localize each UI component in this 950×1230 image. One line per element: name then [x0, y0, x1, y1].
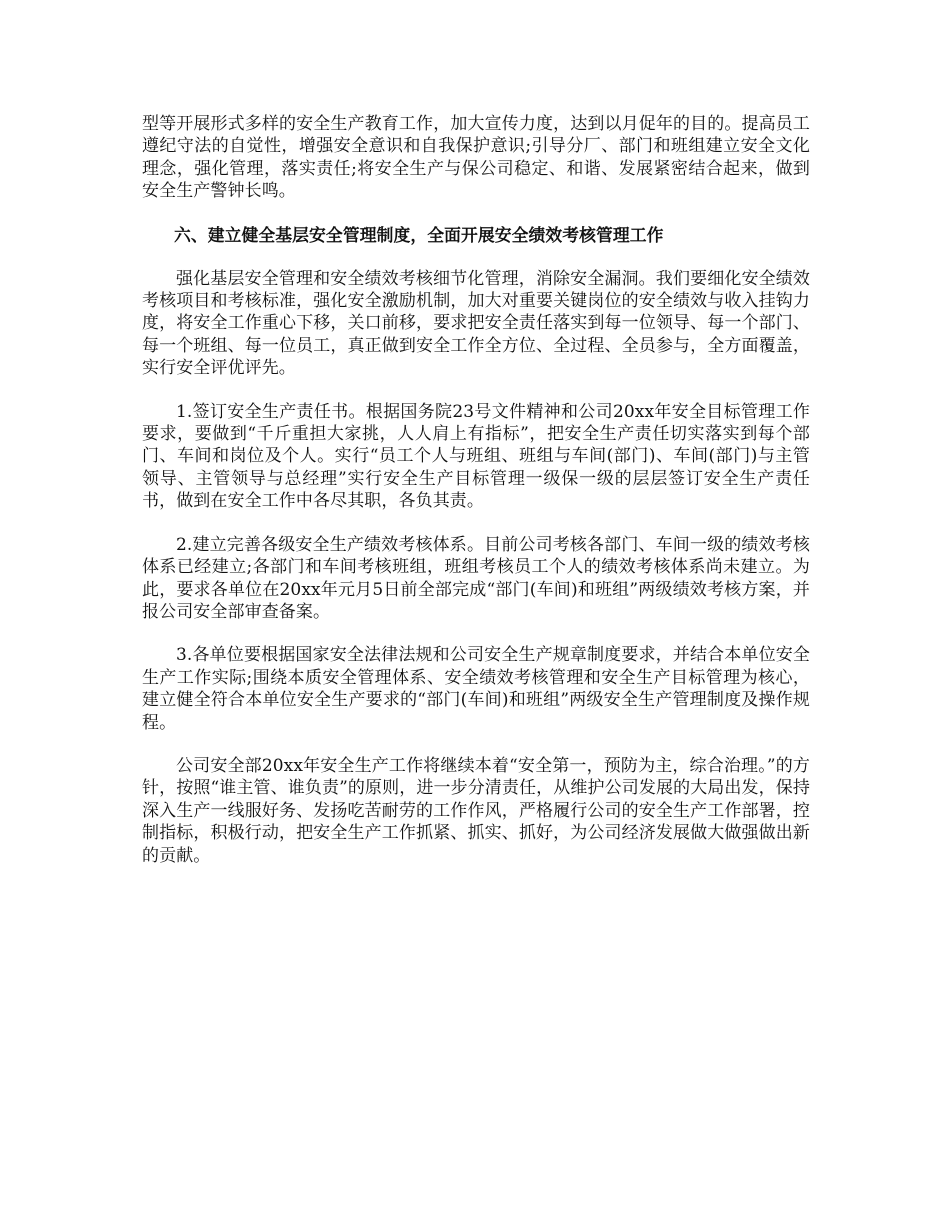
paragraph-continuation: 型等开展形式多样的安全生产教育工作，加大宣传力度，达到以月促年的目的。提高员工遵纪守法的自觉性，增强安全意识和自我保护意识;引导分厂、部门和班组建立安全文化理念，强化管理，落实责任;将安全生产与保公司稳定、和谐、发展紧密结合起来，做到安全生产警钟长鸣。 — [142, 114, 810, 202]
document-page — [142, 113, 810, 888]
section-heading-6: 六、建立健全基层安全管理制度，全面开展安全绩效考核管理工作 — [174, 224, 664, 245]
paragraph-item-1: 1.签订安全生产责任书。根据国务院23号文件精神和公司20xx年安全目标管理工作要求，要做到“千斤重担大家挑，人人肩上有指标”，把安全生产责任切实落实到每个部门、车间和岗位及个人。实行“员工个人与班组、班组与车间(部门)、车间(部门)与主管领导、主管领导与总经理”实行安全生产目标管理一级保一级的层层签订安全生产责任书，做到在安全工作中各尽其职，各负其责。 — [142, 401, 810, 512]
paragraph-closing: 公司安全部20xx年安全生产工作将继续本着“安全第一，预防为主，综合治理。”的方针，按照“谁主管、谁负责”的原则，进一步分清责任，从维护公司发展的大局出发，保持深入生产一线服好务、发扬吃苦耐劳的工作作风，严格履行公司的安全生产工作部署，控制指标，积极行动，把安全生产工作抓紧、抓实、抓好，为公司经济发展做大做强做出新的贡献。 — [142, 755, 810, 866]
paragraph-item-2: 2.建立完善各级安全生产绩效考核体系。目前公司考核各部门、车间一级的绩效考核体系已经建立;各部门和车间考核班组，班组考核员工个人的绩效考核体系尚未建立。为此，要求各单位在20xx年元月5日前全部完成“部门(车间)和班组”两级绩效考核方案，并报公司安全部审查备案。 — [142, 534, 810, 622]
paragraph-item-3: 3.各单位要根据国家安全法律法规和公司安全生产规章制度要求，并结合本单位安全生产工作实际;围绕本质安全管理体系、安全绩效考核管理和安全生产目标管理为核心，建立健全符合本单位安全生产要求的“部门(车间)和班组”两级安全生产管理制度及操作规程。 — [142, 645, 810, 733]
paragraph-intro: 强化基层安全管理和安全绩效考核细节化管理，消除安全漏洞。我们要细化安全绩效考核项目和考核标准，强化安全激励机制，加大对重要关键岗位的安全绩效与收入挂钩力度，将安全工作重心下移，关口前移，要求把安全责任落实到每一位领导、每一个部门、每一个班组、每一位员工，真正做到安全工作全方位、全过程、全员参与，全方面覆盖，实行安全评优评先。 — [142, 268, 810, 379]
